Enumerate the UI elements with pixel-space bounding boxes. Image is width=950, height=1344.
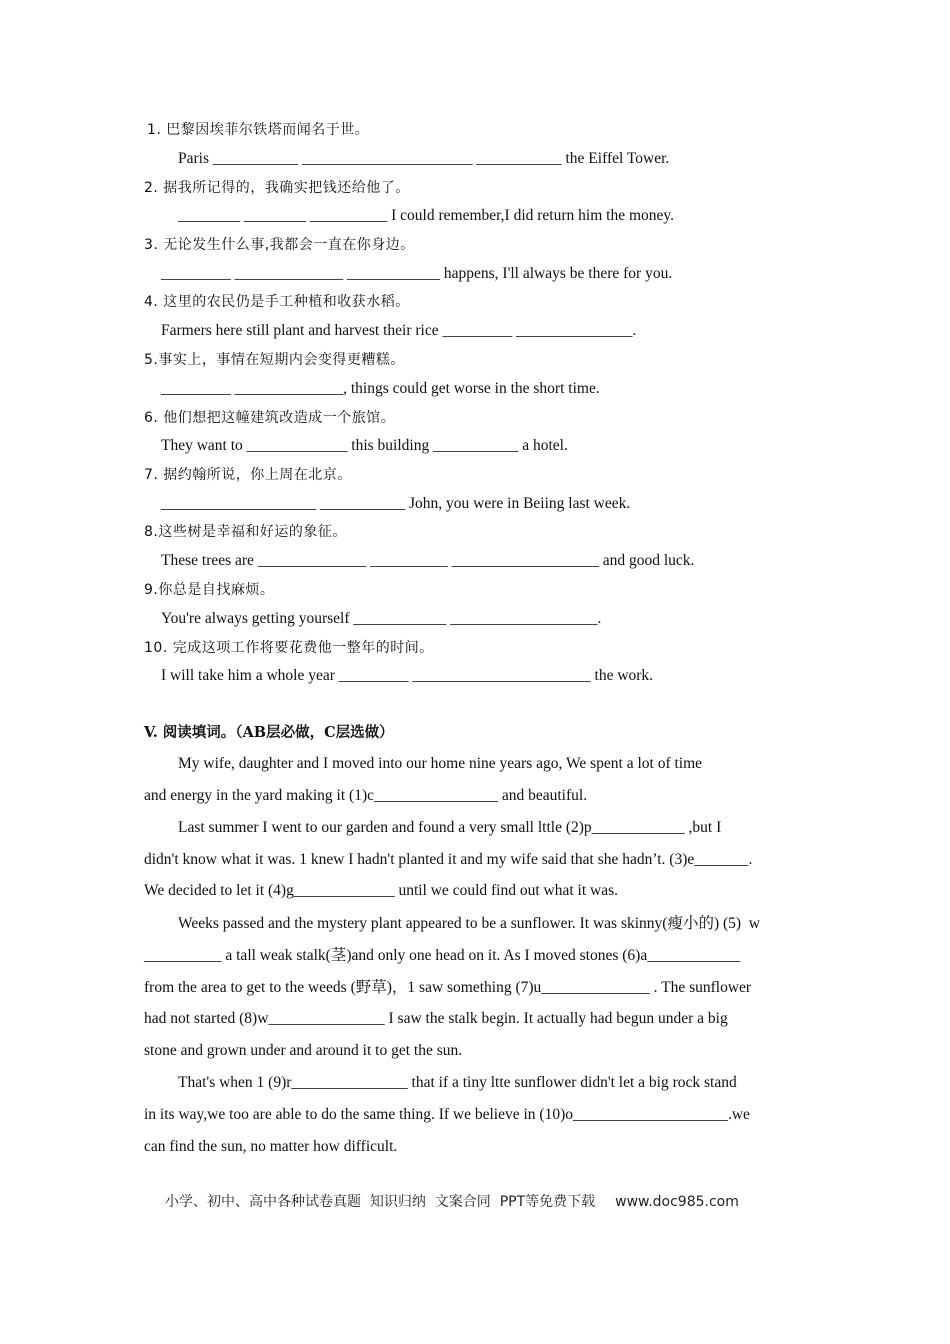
- reading-line-9: had not started (8)w_______________ I saw the stalk begin. It actually had begun under a big: [144, 1010, 728, 1027]
- question-7-english: ____________________ ___________ John, you were in Beiing last week.: [161, 495, 631, 512]
- footer-text: 小学、初中、高中各种试卷真题 知识归纳 文案合同 PPT等免费下载: [165, 1194, 596, 1210]
- question-5-chinese: 5.事实上，事情在短期内会变得更糟糕。: [144, 352, 405, 368]
- reading-line-12: in its way,we too are able to do the same thing. If we believe in (10)o____________________.we: [144, 1106, 750, 1123]
- question-3-chinese: 3. 无论发生什么事,我都会一直在你身边。: [144, 237, 415, 253]
- reading-line-3: Last summer I went to our garden and found a very small lttle (2)p____________ ,but I: [178, 819, 722, 836]
- reading-line-1: My wife, daughter and I moved into our home nine years ago, We spent a lot of time: [178, 755, 703, 772]
- question-1-english: Paris ___________ ______________________ ___________ the Eiffel Tower.: [178, 150, 670, 167]
- question-8-english: These trees are ______________ __________ ___________________ and good luck.: [161, 552, 695, 569]
- page-footer: [165, 1191, 739, 1211]
- reading-section-heading: V. 阅读填词。（AB层必做，C层选做）: [144, 724, 394, 741]
- reading-line-2: and energy in the yard making it (1)c________________ and beautiful.: [144, 787, 588, 804]
- reading-line-10: stone and grown under and around it to get the sun.: [144, 1042, 463, 1059]
- question-3-english: _________ ______________ ____________ happens, I'll always be there for you.: [161, 265, 673, 282]
- footer-url[interactable]: www.doc985.com: [615, 1194, 739, 1210]
- question-4-chinese: 4. 这里的农民仍是手工种植和收获水稻。: [144, 294, 410, 310]
- question-6-chinese: 6. 他们想把这幢建筑改造成一个旅馆。: [144, 410, 396, 426]
- reading-line-6: Weeks passed and the mystery plant appeared to be a sunflower. It was skinny(瘦小的) (5) w: [178, 915, 760, 932]
- question-4-english: Farmers here still plant and harvest their rice _________ _______________.: [161, 322, 637, 339]
- question-10-chinese: 10. 完成这项工作将要花费他一整年的时间。: [144, 640, 434, 656]
- reading-line-11: That's when 1 (9)r_______________ that if a tiny ltte sunflower didn't let a big rock stand: [178, 1074, 737, 1091]
- question-2-chinese: 2. 据我所记得的，我确实把钱还给他了。: [144, 180, 410, 196]
- question-8-chinese: 8.这些树是幸福和好运的象征。: [144, 524, 347, 540]
- question-6-english: They want to _____________ this building ___________ a hotel.: [161, 437, 568, 454]
- question-5-english: _________ ______________, things could get worse in the short time.: [161, 380, 600, 397]
- question-9-chinese: 9.你总是自找麻烦。: [144, 582, 275, 598]
- question-10-english: I will take him a whole year _________ _______________________ the work.: [161, 667, 654, 684]
- reading-line-5: We decided to let it (4)g_____________ until we could find out what it was.: [144, 882, 618, 899]
- question-2-english: ________ ________ __________ I could remember,I did return him the money.: [178, 207, 675, 224]
- question-1-chinese: 1. 巴黎因埃菲尔铁塔而闻名于世。: [147, 122, 370, 138]
- question-9-english: You're always getting yourself ____________ ___________________.: [161, 610, 602, 627]
- question-7-chinese: 7. 据约翰所说，你上周在北京。: [144, 467, 352, 483]
- reading-line-7: __________ a tall weak stalk(茎)and only one head on it. As I moved stones (6)a____________: [144, 947, 741, 964]
- reading-line-8: from the area to get to the weeds (野草)，1 saw something (7)u______________ . The sunflower: [144, 979, 752, 996]
- reading-line-4: didn't know what it was. 1 knew I hadn't planted it and my wife said that she hadn’t. (3)e_______.: [144, 851, 753, 868]
- reading-line-13: can find the sun, no matter how difficult.: [144, 1138, 398, 1155]
